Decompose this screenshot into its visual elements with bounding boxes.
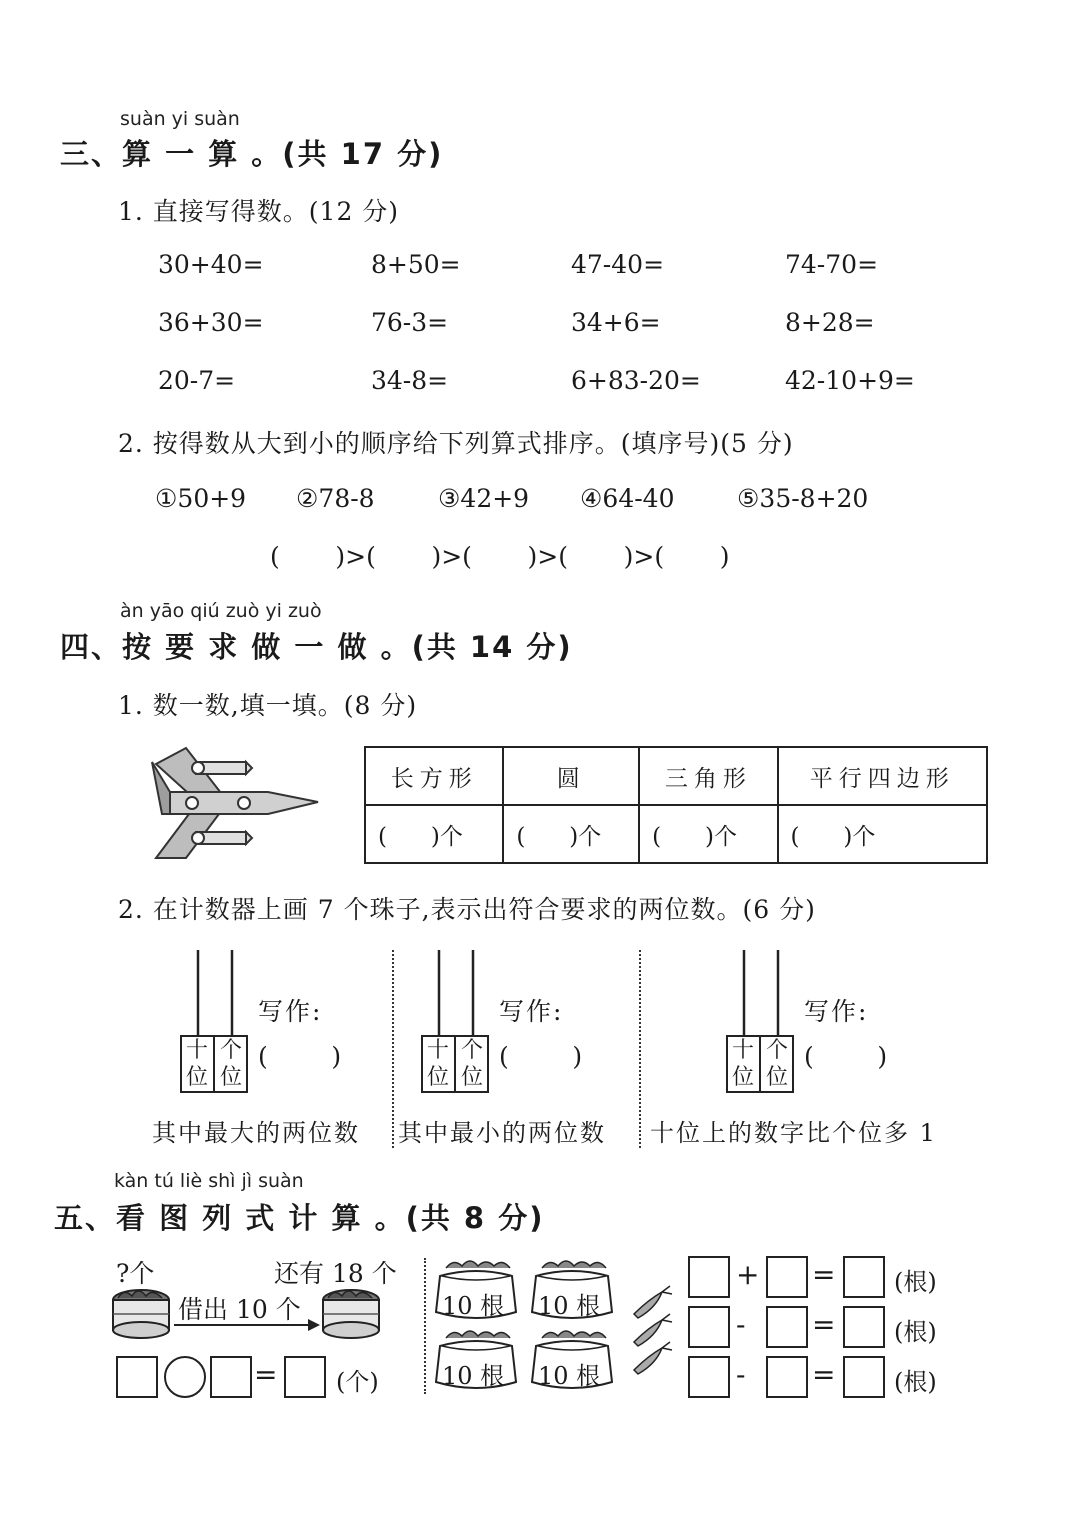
equation-box[interactable] — [688, 1306, 730, 1348]
operator-sign: - — [736, 1308, 746, 1341]
section3-title: 三、算 一 算 。(共 17 分) — [60, 137, 444, 171]
left-answer-box-2[interactable] — [210, 1356, 252, 1398]
unit-label: (根) — [894, 1318, 937, 1346]
header-rectangle: 长方形 — [365, 747, 503, 805]
equals-sign: = — [812, 1258, 836, 1291]
carrots-figure — [628, 1284, 676, 1380]
expression-7[interactable]: 34+6= — [571, 308, 661, 337]
section3-q1-label: 1. 直接写得数。(12 分) — [118, 197, 400, 226]
expression-2[interactable]: 8+50= — [371, 250, 461, 279]
unit-label: (根) — [894, 1368, 937, 1396]
write-as-label: 写作: — [499, 997, 564, 1026]
section4-q1-label: 1. 数一数,填一填。(8 分) — [118, 691, 418, 720]
circle-4 — [192, 832, 204, 844]
operator-sign: + — [736, 1258, 760, 1291]
circle-3 — [238, 797, 250, 809]
order-answer-blanks[interactable]: ( )>( )>( )>( )>( ) — [270, 542, 730, 571]
expression-4[interactable]: 74-70= — [785, 250, 879, 279]
equation-box[interactable] — [843, 1256, 885, 1298]
equation-box[interactable] — [843, 1356, 885, 1398]
equals-sign: = — [812, 1308, 836, 1341]
expression-12[interactable]: 42-10+9= — [785, 366, 915, 395]
bundle-label: 10 根 — [538, 1292, 601, 1320]
airplane-figure — [148, 742, 328, 864]
expression-11[interactable]: 6+83-20= — [571, 366, 701, 395]
equals-sign: = — [812, 1358, 836, 1391]
equation-box[interactable] — [688, 1356, 730, 1398]
ones-place-label: 个位 — [219, 1038, 242, 1090]
write-as-label: 写作: — [804, 997, 869, 1026]
operator-sign: - — [736, 1358, 746, 1391]
header-triangle: 三角形 — [639, 747, 777, 805]
carrot-bundle — [528, 1258, 616, 1324]
section4-title: 四、按 要 求 做 一 做 。(共 14 分) — [60, 630, 573, 664]
remaining-count-label: 还有 18 个 — [274, 1259, 397, 1288]
expression-3[interactable]: 47-40= — [571, 250, 665, 279]
expression-9[interactable]: 20-7= — [158, 366, 236, 395]
question-unknown-count: ?个 — [116, 1259, 155, 1288]
order-item-1: ①50+9 — [155, 484, 247, 513]
equation-box[interactable] — [766, 1256, 808, 1298]
section3-pinyin: suàn yi suàn — [120, 108, 240, 130]
circle-2 — [186, 797, 198, 809]
bundle-label: 10 根 — [442, 1292, 505, 1320]
left-operator-circle[interactable] — [164, 1356, 206, 1398]
shape-count-table — [364, 746, 988, 864]
expression-1[interactable]: 30+40= — [158, 250, 264, 279]
answer-circle[interactable]: ( )个 — [503, 805, 639, 863]
carrot-bundle — [528, 1328, 616, 1394]
written-number-blank[interactable]: ( ) — [499, 1042, 583, 1071]
divider-2 — [639, 950, 641, 1148]
circle-1 — [192, 762, 204, 774]
section4-q2-label: 2. 在计数器上画 7 个珠子,表示出符合要求的两位数。(6 分) — [118, 895, 816, 924]
ones-place-label: 个位 — [460, 1038, 483, 1090]
order-item-2: ②78-8 — [296, 484, 375, 513]
expression-8[interactable]: 8+28= — [785, 308, 875, 337]
left-equals-sign: = — [254, 1358, 278, 1391]
requirement-3: 十位上的数字比个位多 1 — [650, 1119, 937, 1147]
carrot-bundle — [432, 1258, 520, 1324]
ones-place-label: 个位 — [765, 1038, 788, 1090]
section4-pinyin: àn yāo qiú zuò yi zuò — [120, 600, 322, 622]
tens-place-label: 十位 — [426, 1038, 449, 1090]
equation-box[interactable] — [843, 1306, 885, 1348]
table-answer-row — [365, 805, 987, 863]
requirement-1: 其中最大的两位数 — [152, 1119, 360, 1147]
order-item-5: ⑤35-8+20 — [737, 484, 869, 513]
expression-6[interactable]: 76-3= — [371, 308, 449, 337]
expression-5[interactable]: 36+30= — [158, 308, 264, 337]
divider-3 — [424, 1258, 426, 1394]
basket-right — [320, 1286, 382, 1340]
equation-box[interactable] — [766, 1306, 808, 1348]
order-item-4: ④64-40 — [580, 484, 675, 513]
section5-pinyin: kàn tú liè shì jì suàn — [114, 1170, 304, 1192]
unit-label: (根) — [894, 1268, 937, 1296]
bundle-label: 10 根 — [442, 1362, 505, 1390]
divider-1 — [392, 950, 394, 1148]
header-parallelogram: 平行四边形 — [778, 747, 987, 805]
tens-place-label: 十位 — [185, 1038, 208, 1090]
header-circle: 圆 — [503, 747, 639, 805]
requirement-2: 其中最小的两位数 — [398, 1119, 606, 1147]
written-number-blank[interactable]: ( ) — [804, 1042, 888, 1071]
order-item-3: ③42+9 — [438, 484, 530, 513]
left-answer-box-3[interactable] — [284, 1356, 326, 1398]
answer-triangle[interactable]: ( )个 — [639, 805, 777, 863]
section3-q2-label: 2. 按得数从大到小的顺序给下列算式排序。(填序号)(5 分) — [118, 429, 794, 458]
left-unit: (个) — [336, 1368, 379, 1396]
table-header-row — [365, 747, 987, 805]
answer-rectangle[interactable]: ( )个 — [365, 805, 503, 863]
lend-arrow — [172, 1318, 322, 1332]
carrot-bundle — [432, 1328, 520, 1394]
expression-10[interactable]: 34-8= — [371, 366, 449, 395]
basket-left — [110, 1286, 172, 1340]
answer-parallelogram[interactable]: ( )个 — [778, 805, 987, 863]
equation-box[interactable] — [688, 1256, 730, 1298]
tens-place-label: 十位 — [731, 1038, 754, 1090]
section5-title: 五、看 图 列 式 计 算 。(共 8 分) — [54, 1201, 545, 1235]
left-answer-box-1[interactable] — [116, 1356, 158, 1398]
equation-box[interactable] — [766, 1356, 808, 1398]
written-number-blank[interactable]: ( ) — [258, 1042, 342, 1071]
write-as-label: 写作: — [258, 997, 323, 1026]
lent-out-label: 借出 10 个 — [178, 1295, 301, 1324]
bundle-label: 10 根 — [538, 1362, 601, 1390]
